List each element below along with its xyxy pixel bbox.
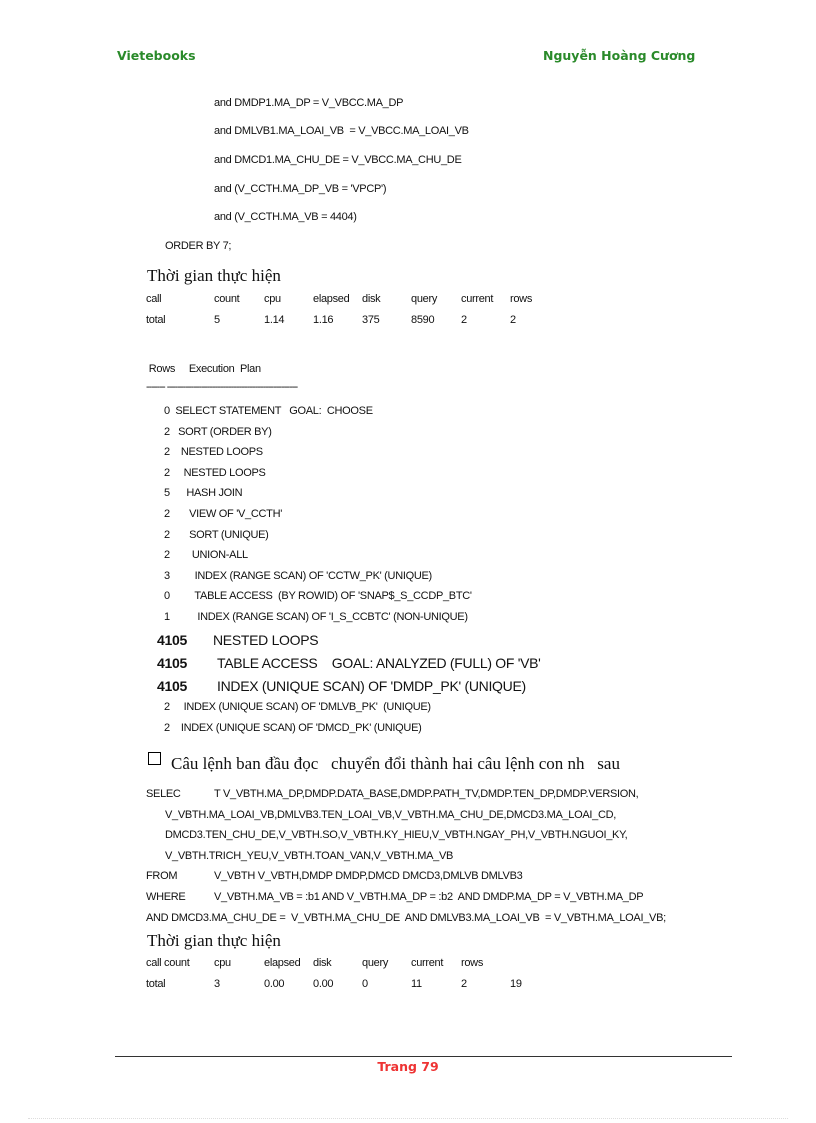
page-number: Trang 79 — [377, 1059, 439, 1074]
stats1-value: 1.16 — [313, 314, 334, 326]
order-by-line: ORDER BY 7; — [165, 240, 232, 252]
stats2-value: 19 — [510, 978, 522, 990]
stats2-value: 0 — [362, 978, 368, 990]
stats2-value: 2 — [461, 978, 467, 990]
plan-line: 1 INDEX (RANGE SCAN) OF 'I_S_CCBTC' (NON-UNIQUE) — [164, 611, 468, 623]
stats1-header: rows — [510, 293, 533, 305]
section-title-2: Thời gian thực hiện — [147, 931, 281, 950]
plan-line: 5 HASH JOIN — [164, 487, 243, 499]
stats2-header: disk — [313, 957, 332, 969]
stats2-header: query — [362, 957, 389, 969]
plan-line: 2 INDEX (UNIQUE SCAN) OF 'DMLVB_PK' (UNIQUE) — [164, 701, 431, 713]
sql-line: V_VBTH.TRICH_YEU,V_VBTH.TOAN_VAN,V_VBTH.MA_VB — [165, 850, 454, 862]
stats2-header: elapsed — [264, 957, 301, 969]
stats1-header: query — [411, 293, 438, 305]
stats1-header: current — [461, 293, 494, 305]
stats1-value: 375 — [362, 314, 380, 326]
plan-big-row-num: 4105 — [157, 655, 187, 671]
sql-keyword: SELEC — [146, 788, 181, 800]
stats1-header: disk — [362, 293, 381, 305]
plan-big-row-text: TABLE ACCESS GOAL: ANALYZED (FULL) OF 'VB' — [217, 655, 541, 671]
plan-line: 3 INDEX (RANGE SCAN) OF 'CCTW_PK' (UNIQUE) — [164, 570, 432, 582]
stats2-header: cpu — [214, 957, 231, 969]
plan-header: Rows Execution Plan — [146, 363, 261, 375]
sql-keyword: WHERE — [146, 891, 186, 903]
sql-line: V_VBTH V_VBTH,DMDP DMDP,DMCD DMCD3,DMLVB DMLVB3 — [214, 870, 523, 882]
plan-line: 2 UNION-ALL — [164, 549, 248, 561]
plan-line: 0 TABLE ACCESS (BY ROWID) OF 'SNAP$_S_CCDP_BTC' — [164, 590, 472, 602]
where-line: and DMDP1.MA_DP = V_VBCC.MA_DP — [214, 97, 404, 109]
stats2-header: current — [411, 957, 444, 969]
plan-line: 2 INDEX (UNIQUE SCAN) OF 'DMCD_PK' (UNIQUE) — [164, 722, 422, 734]
header-left: Vietebooks — [117, 48, 196, 63]
where-line: and (V_CCTH.MA_VB = 4404) — [214, 211, 357, 223]
stats1-header: count — [214, 293, 240, 305]
stats2-value: 0.00 — [313, 978, 334, 990]
stats1-value: 1.14 — [264, 314, 285, 326]
plan-big-row-text: NESTED LOOPS — [213, 632, 319, 648]
plan-big-row-num: 4105 — [157, 678, 187, 694]
stats1-value: 5 — [214, 314, 220, 326]
page-edge-divider — [28, 1118, 788, 1119]
stats1-value: 8590 — [411, 314, 435, 326]
bullet-heading: Câu lệnh ban đầu đọc chuyển đổi thành hai câu lệnh con nh sau — [171, 754, 620, 773]
plan-big-row-num: 4105 — [157, 632, 187, 648]
sql-line: V_VBTH.MA_LOAI_VB,DMLVB3.TEN_LOAI_VB,V_VBTH.MA_CHU_DE,DMCD3.MA_LOAI_CD, — [165, 809, 617, 821]
plan-line: 2 VIEW OF 'V_CCTH' — [164, 508, 283, 520]
sql-line: DMCD3.TEN_CHU_DE,V_VBTH.SO,V_VBTH.KY_HIEU,V_VBTH.NGAY_PH,V_VBTH.NGUOI_KY, — [165, 829, 628, 841]
stats2-header: call count — [146, 957, 190, 969]
sql-line: V_VBTH.MA_VB = :b1 AND V_VBTH.MA_DP = :b2 AND DMDP.MA_DP = V_VBTH.MA_DP — [214, 891, 644, 903]
where-line: and (V_CCTH.MA_DP_VB = 'VPCP') — [214, 183, 387, 195]
stats1-value: total — [146, 314, 166, 326]
stats1-header: call — [146, 293, 162, 305]
stats1-header: cpu — [264, 293, 281, 305]
stats2-value: 0.00 — [264, 978, 285, 990]
plan-line: 2 NESTED LOOPS — [164, 467, 266, 479]
sql-keyword: FROM — [146, 870, 178, 882]
stats1-value: 2 — [461, 314, 467, 326]
plan-big-row-text: INDEX (UNIQUE SCAN) OF 'DMDP_PK' (UNIQUE) — [217, 678, 526, 694]
plan-line: 0 SELECT STATEMENT GOAL: CHOOSE — [164, 405, 373, 417]
header-right: Nguyễn Hoàng Cương — [543, 48, 696, 63]
plan-separator: ------- ------------------------------------------------- — [146, 381, 298, 393]
stats2-header: rows — [461, 957, 484, 969]
footer-rule — [115, 1056, 732, 1057]
where-line: and DMLVB1.MA_LOAI_VB = V_VBCC.MA_LOAI_VB — [214, 125, 469, 137]
checkbox-bullet-icon — [148, 752, 161, 765]
sql-line: AND DMCD3.MA_CHU_DE = V_VBTH.MA_CHU_DE AND DMLVB3.MA_LOAI_VB = V_VBTH.MA_LOAI_VB; — [146, 912, 666, 924]
where-line: and DMCD1.MA_CHU_DE = V_VBCC.MA_CHU_DE — [214, 154, 462, 166]
stats2-value: 3 — [214, 978, 220, 990]
plan-line: 2 NESTED LOOPS — [164, 446, 263, 458]
stats1-header: elapsed — [313, 293, 350, 305]
stats2-value: total — [146, 978, 166, 990]
sql-line: T V_VBTH.MA_DP,DMDP.DATA_BASE,DMDP.PATH_TV,DMDP.TEN_DP,DMDP.VERSION, — [214, 788, 639, 800]
section-title-1: Thời gian thực hiện — [147, 266, 281, 285]
stats2-value: 11 — [411, 978, 422, 990]
stats1-value: 2 — [510, 314, 516, 326]
plan-line: 2 SORT (UNIQUE) — [164, 529, 269, 541]
plan-line: 2 SORT (ORDER BY) — [164, 426, 272, 438]
